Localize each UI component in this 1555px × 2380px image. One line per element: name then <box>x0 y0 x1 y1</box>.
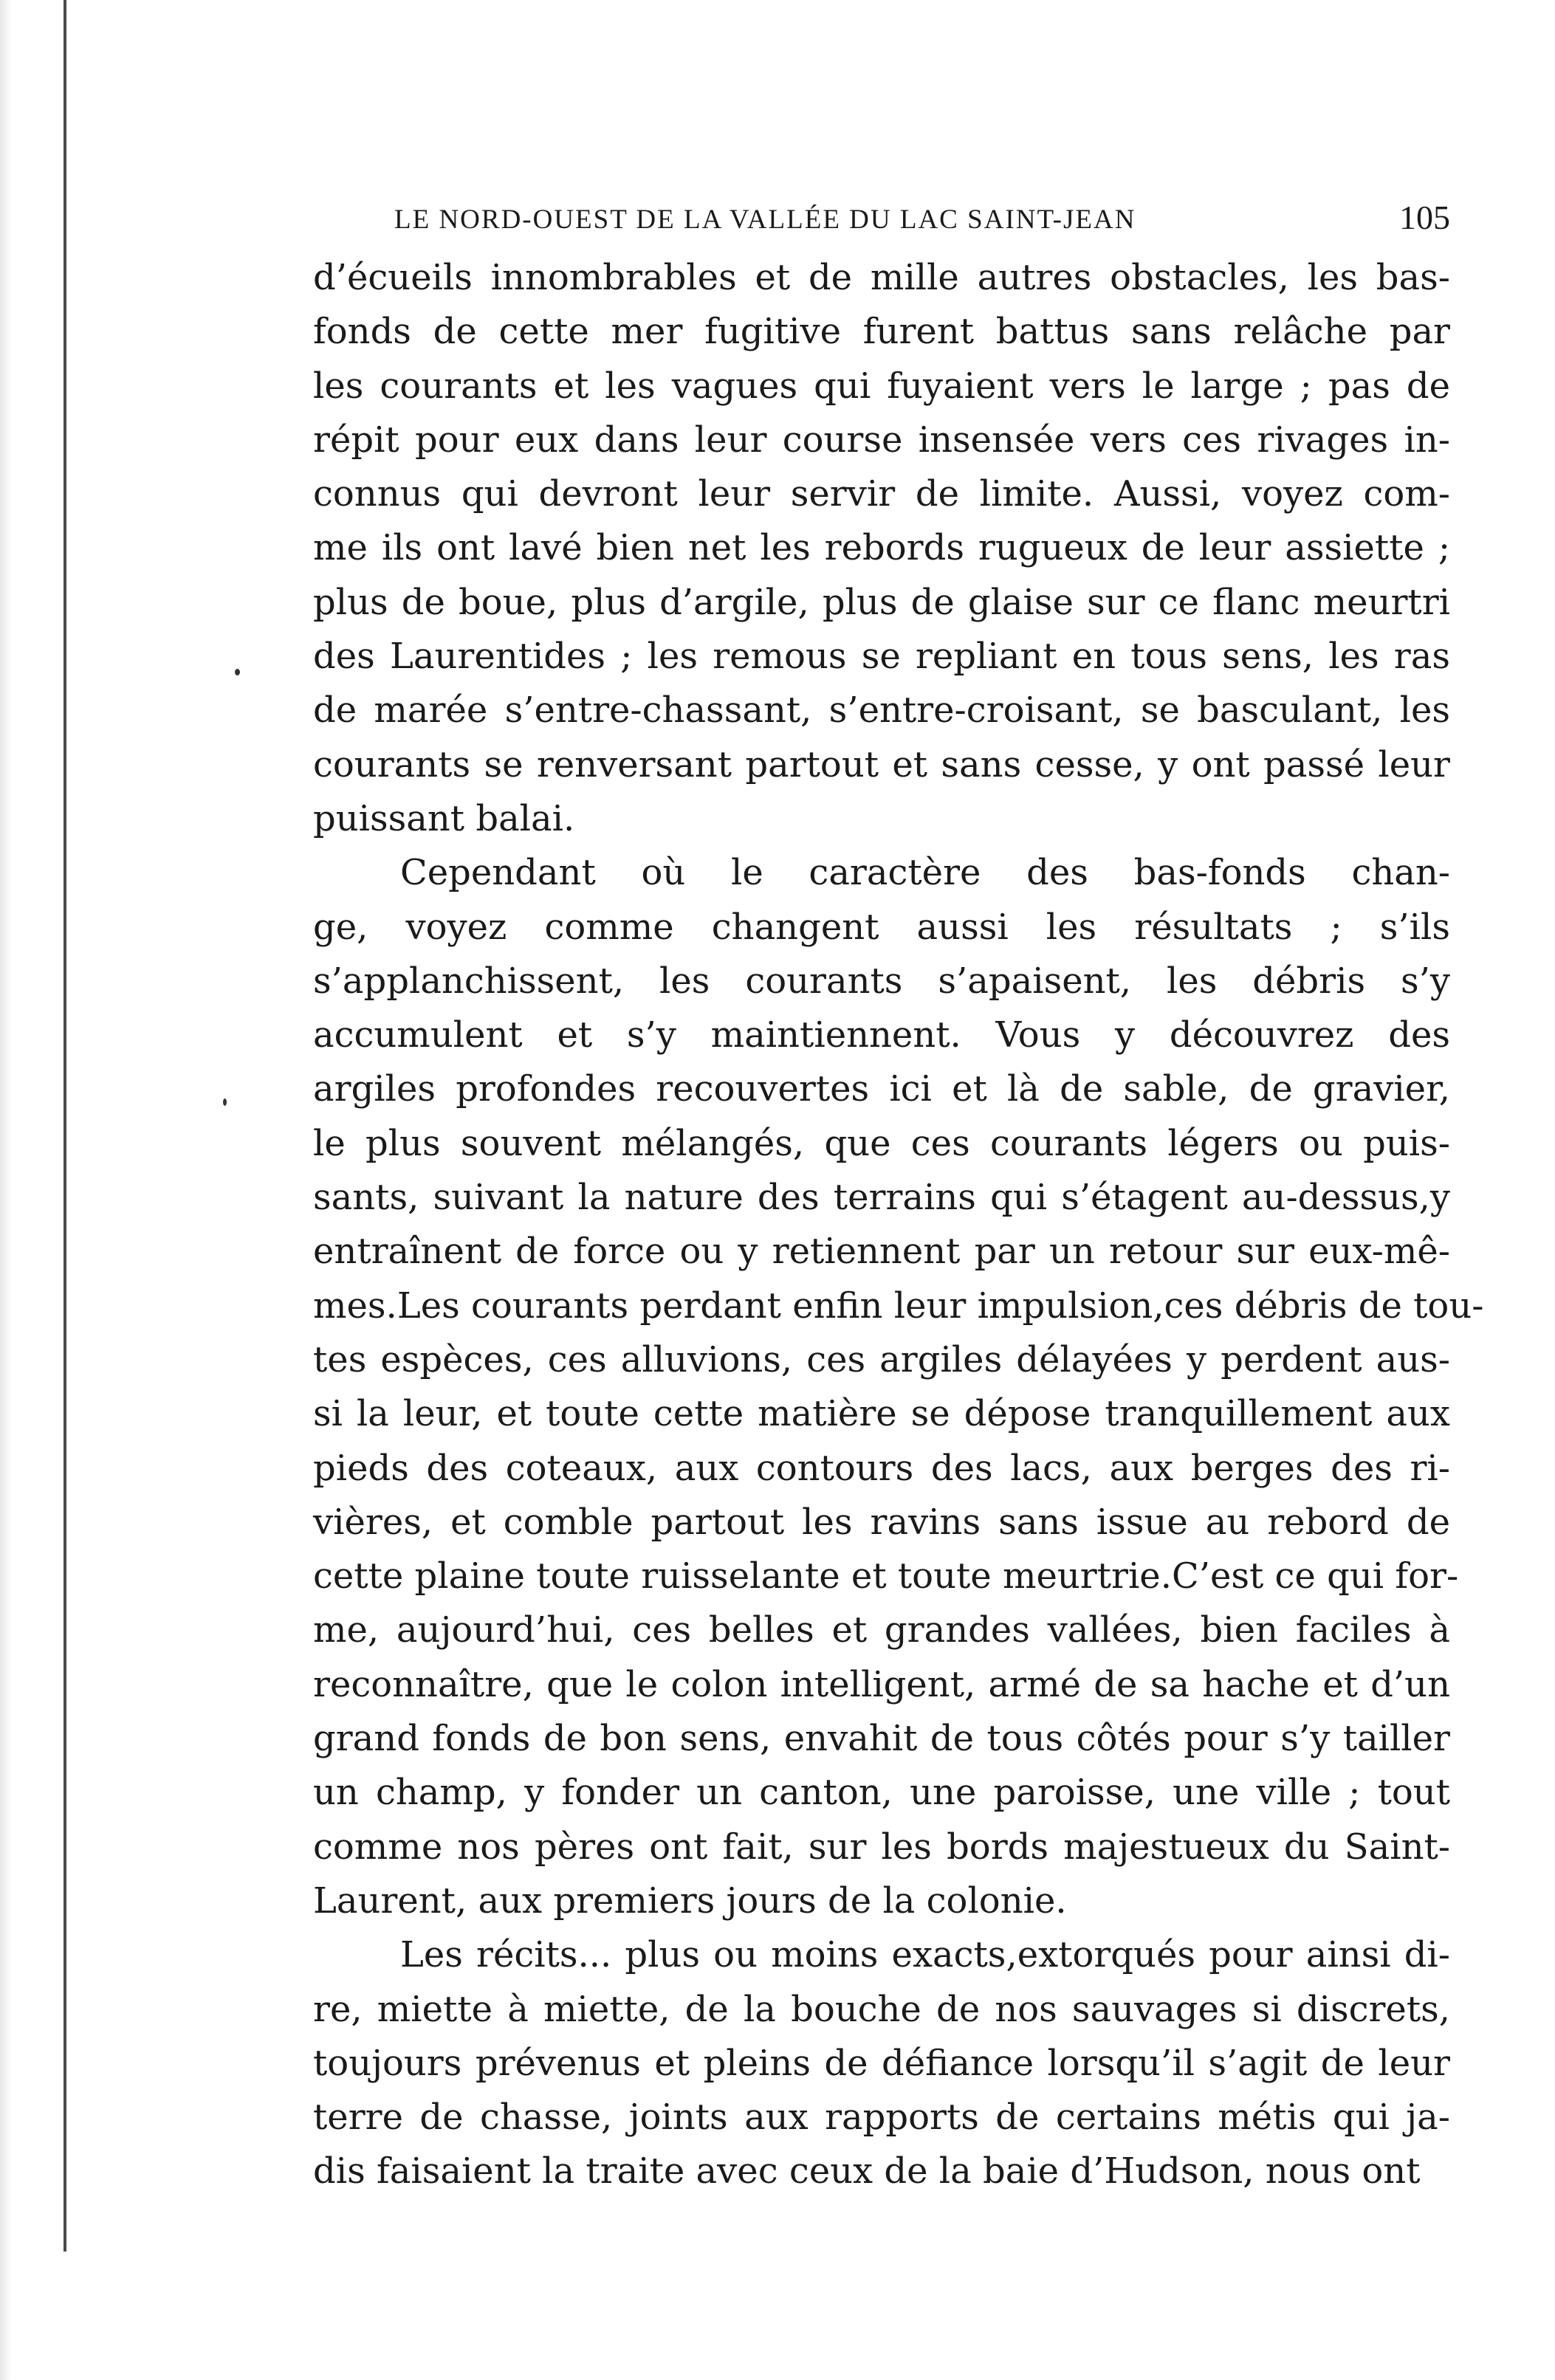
text-line: argiles profondes recouvertes ici et là de sable, de gravier, <box>313 1068 1450 1110</box>
text-line: Les récits... plus ou moins exacts,extorqués pour ainsi di- <box>400 1934 1450 1976</box>
paragraph <box>313 1928 1450 2198</box>
text-line: toujours prévenus et pleins de défiance lorsqu’il s’agit de leur <box>313 2042 1450 2084</box>
text-line: d’écueils innombrables et de mille autres obstacles, les bas- <box>313 257 1450 298</box>
text-line: re, miette à miette, de la bouche de nos sauvages si discrets, <box>313 1988 1450 2030</box>
text-line: s’applanchissent, les courants s’apaisent, les débris s’y <box>313 960 1450 1002</box>
text-line: entraînent de force ou y retiennent par un retour sur eux-mê- <box>313 1231 1450 1273</box>
text-line: me ils ont lavé bien net les rebords rugueux de leur assiette ; <box>313 527 1450 569</box>
text-line: dis faisaient la traite avec ceux de la baie d’Hudson, nous ont <box>313 2150 1421 2192</box>
text-line: répit pour eux dans leur course insensée vers ces rivages in- <box>313 419 1450 461</box>
text-line: sants, suivant la nature des terrains qui s’étagent au-dessus,y <box>313 1177 1450 1219</box>
binding-edge <box>0 0 12 2380</box>
text-line: accumulent et s’y maintiennent. Vous y découvrez des <box>313 1014 1450 1056</box>
paragraph <box>313 251 1450 846</box>
text-line: courants se renversant partout et sans cesse, y ont passé leur <box>313 743 1450 785</box>
text-line: reconnaître, que le colon intelligent, armé de sa hache et d’un <box>313 1663 1450 1705</box>
text-line: grand fonds de bon sens, envahit de tous côtés pour s’y tailler <box>313 1718 1450 1760</box>
text-line: Cependant où le caractère des bas-fonds chan- <box>400 852 1450 894</box>
text-line: plus de boue, plus d’argile, plus de glaise sur ce flanc meurtri <box>313 581 1450 623</box>
text-line: les courants et les vagues qui fuyaient vers le large ; pas de <box>313 365 1450 407</box>
text-line: cette plaine toute ruisselante et toute meurtrie.C’est ce qui for- <box>313 1555 1459 1597</box>
page-number: 105 <box>1399 199 1450 236</box>
text-line: comme nos pères ont fait, sur les bords majestueux du Saint- <box>313 1826 1450 1868</box>
running-head-title: LE NORD-OUEST DE LA VALLÉE DU LAC SAINT-JEAN <box>394 204 1136 235</box>
text-line: Laurent, aux premiers jours de la colonie. <box>313 1879 1067 1922</box>
running-head <box>313 185 1450 251</box>
paragraph <box>313 846 1484 1928</box>
text-line: connus qui devront leur servir de limite. Aussi, voyez com- <box>313 473 1450 515</box>
ink-speck <box>223 1098 227 1106</box>
text-line: vières, et comble partout les ravins sans issue au rebord de <box>313 1501 1450 1543</box>
text-line: de marée s’entre-chassant, s’entre-croisant, se basculant, les <box>313 689 1450 732</box>
text-line: fonds de cette mer fugitive furent battus sans relâche par <box>313 311 1450 353</box>
text-line: un champ, y fonder un canton, une paroisse, une ville ; tout <box>313 1772 1450 1814</box>
text-line: tes espèces, ces alluvions, ces argiles délayées y perdent aus- <box>313 1338 1450 1380</box>
text-line: ge, voyez comme changent aussi les résultats ; s’ils <box>313 906 1450 948</box>
body-text <box>313 251 1484 2199</box>
text-line: pieds des coteaux, aux contours des lacs, aux berges des ri- <box>313 1447 1450 1489</box>
text-line: terre de chasse, joints aux rapports de certains métis qui ja- <box>313 2097 1450 2139</box>
text-line: le plus souvent mélangés, que ces courants légers ou puis- <box>313 1122 1450 1164</box>
text-line: des Laurentides ; les remous se repliant en tous sens, les ras <box>313 636 1450 678</box>
book-page <box>313 185 1484 2199</box>
gutter-line <box>63 0 66 2252</box>
text-line: si la leur, et toute cette matière se dépose tranquillement aux <box>313 1393 1450 1435</box>
text-line: puissant balai. <box>313 797 575 839</box>
text-line: mes.Les courants perdant enfin leur impulsion,ces débris de tou- <box>313 1284 1484 1327</box>
ink-speck <box>235 669 240 675</box>
text-line: me, aujourd’hui, ces belles et grandes vallées, bien faciles à <box>313 1609 1450 1651</box>
